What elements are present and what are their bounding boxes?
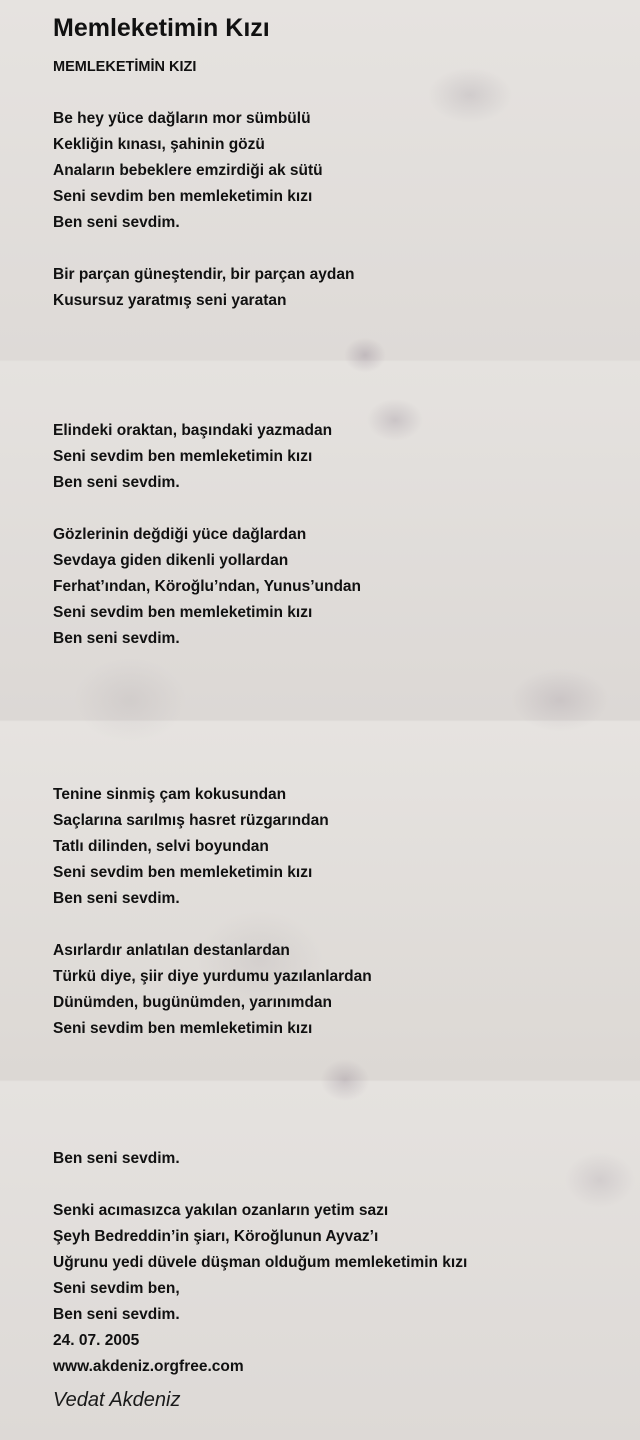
poem-line: Türkü diye, şiir diye yurdumu yazılanlardan bbox=[53, 968, 372, 985]
poem-line: Anaların bebeklere emzirdiği ak sütü bbox=[53, 162, 323, 179]
stanza-gap bbox=[53, 496, 613, 522]
poem-line: Şeyh Bedreddin’in şiarı, Köroğlunun Ayvaz’ı bbox=[53, 1228, 379, 1245]
poem-line: Seni sevdim ben, bbox=[53, 1280, 180, 1297]
poem-line: Elindeki oraktan, başındaki yazmadan bbox=[53, 422, 333, 439]
stanza-gap bbox=[53, 652, 613, 678]
poem-line: Bir parçan güneştendir, bir parçan aydan bbox=[53, 266, 355, 283]
stanza-gap bbox=[53, 1042, 613, 1068]
poem-line: Be hey yüce dağların mor sümbülü bbox=[53, 110, 311, 127]
poem-line: Kusursuz yaratmış seni yaratan bbox=[53, 292, 287, 309]
poem-line: Uğrunu yedi düvele düşman olduğum memleketimin kızı bbox=[53, 1254, 468, 1271]
poem-body bbox=[53, 80, 613, 1380]
poem-author: Vedat Akdeniz bbox=[53, 1389, 181, 1411]
poem-line: Dünümden, bugünümden, yarınımdan bbox=[53, 994, 332, 1011]
stanza-gap bbox=[53, 392, 613, 418]
poem-line: Ben seni sevdim. bbox=[53, 1306, 180, 1323]
stanza-gap bbox=[53, 366, 613, 392]
stanza-gap bbox=[53, 678, 613, 704]
stanza-gap bbox=[53, 314, 613, 340]
poem-line: Gözlerinin değdiği yüce dağlardan bbox=[53, 526, 307, 543]
poem-line: Seni sevdim ben memleketimin kızı bbox=[53, 448, 313, 465]
poem-line: Seni sevdim ben memleketimin kızı bbox=[53, 604, 313, 621]
poem-line: Tenine sinmiş çam kokusundan bbox=[53, 786, 287, 803]
page-title: Memleketimin Kızı bbox=[53, 14, 270, 42]
stanza-gap bbox=[53, 912, 613, 938]
poem-page bbox=[53, 12, 613, 1414]
poem-line: Ferhat’ından, Köroğlu’ndan, Yunus’undan bbox=[53, 578, 361, 595]
stanza-gap bbox=[53, 1068, 613, 1094]
poem-line: Ben seni sevdim. bbox=[53, 214, 180, 231]
poem-line: Ben seni sevdim. bbox=[53, 474, 180, 491]
poem-line: Senki acımasızca yakılan ozanların yetim sazı bbox=[53, 1202, 389, 1219]
poem-line: Ben seni sevdim. bbox=[53, 890, 180, 907]
poem-line: www.akdeniz.orgfree.com bbox=[53, 1358, 244, 1375]
poem-line: Asırlardır anlatılan destanlardan bbox=[53, 942, 290, 959]
stanza-gap bbox=[53, 80, 613, 106]
poem-line: Sevdaya giden dikenli yollardan bbox=[53, 552, 289, 569]
poem-line: Seni sevdim ben memleketimin kızı bbox=[53, 188, 313, 205]
stanza-gap bbox=[53, 1120, 613, 1146]
poem-line: Kekliğin kınası, şahinin gözü bbox=[53, 136, 265, 153]
stanza-gap bbox=[53, 236, 613, 262]
poem-line: Seni sevdim ben memleketimin kızı bbox=[53, 864, 313, 881]
stanza-gap bbox=[53, 704, 613, 730]
stanza-gap bbox=[53, 1094, 613, 1120]
stanza-gap bbox=[53, 730, 613, 756]
poem-line: Saçlarına sarılmış hasret rüzgarından bbox=[53, 812, 329, 829]
poem-line: Ben seni sevdim. bbox=[53, 630, 180, 647]
poem-line: Seni sevdim ben memleketimin kızı bbox=[53, 1020, 313, 1037]
stanza-gap bbox=[53, 1172, 613, 1198]
poem-line: Tatlı dilinden, selvi boyundan bbox=[53, 838, 269, 855]
poem-subtitle: MEMLEKETİMİN KIZI bbox=[53, 59, 197, 75]
stanza-gap bbox=[53, 340, 613, 366]
stanza-gap bbox=[53, 756, 613, 782]
poem-line: Ben seni sevdim. bbox=[53, 1150, 180, 1167]
poem-line: 24. 07. 2005 bbox=[53, 1332, 140, 1349]
